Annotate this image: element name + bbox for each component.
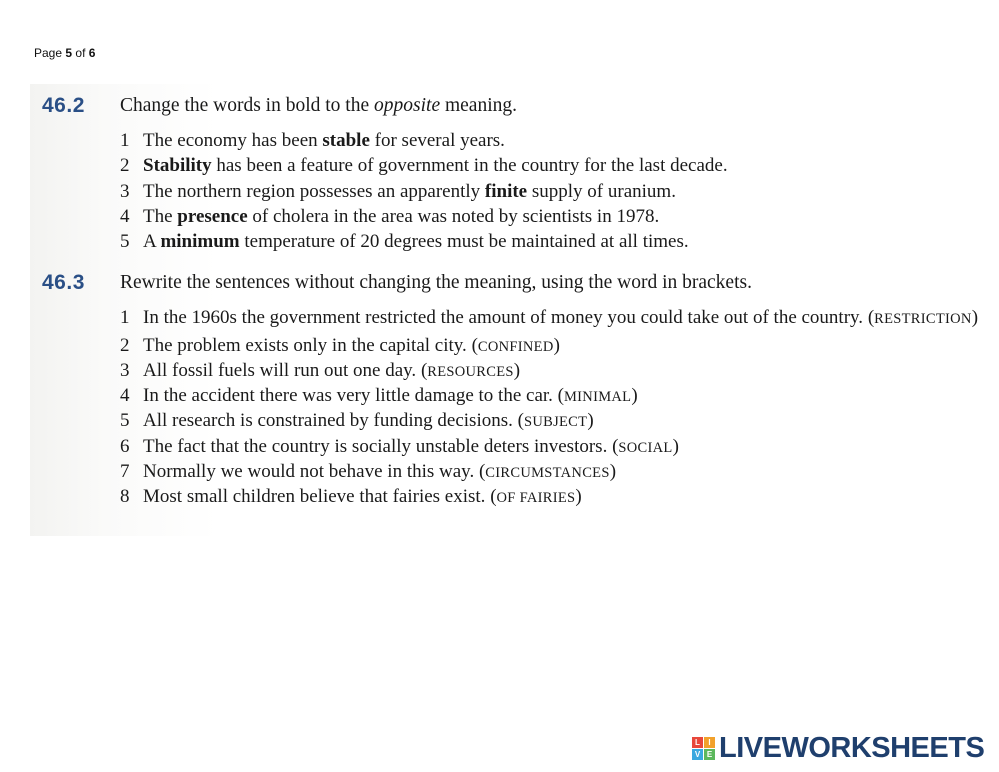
list-item: 5 All research is constrained by funding decisions. (SUBJECT): [120, 408, 983, 433]
item-text: of cholera in the area was noted by scientists in 1978.: [247, 205, 660, 227]
item-text: In the accident there was very little damage to the car.: [143, 385, 553, 407]
item-number: 4: [120, 385, 130, 407]
exercise-items: [120, 305, 983, 510]
total-pages: 6: [88, 46, 96, 60]
logo-mark-icon: [692, 737, 715, 760]
bracket-keyword: RESTRICTION: [874, 311, 972, 327]
item-text: supply of uranium.: [527, 180, 676, 202]
bold-word: finite: [484, 180, 528, 202]
instruction-text: meaning.: [440, 95, 518, 116]
item-number: 1: [120, 307, 130, 328]
bracket-keyword: CIRCUMSTANCES: [485, 464, 610, 481]
item-text: The economy has been: [143, 130, 323, 151]
bold-word: presence: [177, 205, 248, 227]
item-text: All research is constrained by funding decisions.: [143, 410, 513, 432]
item-number: 1: [120, 130, 130, 151]
logo-letter-v: V: [692, 749, 703, 760]
current-page: 5: [65, 46, 73, 60]
item-text: temperature of 20 degrees must be maintained at all times.: [239, 231, 689, 253]
list-item: 1 In the 1960s the government restricted the amount of money you could take out of the country. (RESTRICTION): [120, 305, 983, 333]
list-item: [120, 179, 728, 204]
item-number: 3: [120, 359, 130, 381]
item-text: The northern region possesses an apparently: [143, 180, 485, 202]
page-label: Page: [34, 46, 63, 60]
item-number: 7: [120, 460, 130, 482]
item-number: 3: [120, 180, 130, 202]
item-text: The fact that the country is socially unstable deters investors.: [143, 435, 608, 457]
liveworksheets-logo: [692, 733, 984, 763]
exercise-instruction: [120, 95, 517, 117]
list-item: 7 Normally we would not behave in this way. (CIRCUMSTANCES): [120, 459, 983, 484]
item-text: has been a feature of government in the country for the last decade.: [211, 155, 728, 177]
item-text: for several years.: [369, 130, 505, 151]
exercise-number: 46.2: [42, 94, 85, 117]
brand-name: LIVEWORKSHEETS: [719, 731, 985, 764]
item-number: 8: [120, 486, 130, 508]
exercise-number: 46.3: [42, 271, 85, 294]
bold-word: minimum: [160, 231, 240, 253]
list-item: [120, 204, 728, 229]
list-item: [120, 153, 728, 178]
list-item: 8 Most small children believe that fairies exist. (OF FAIRIES): [120, 484, 983, 509]
item-text: All fossil fuels will run out one day.: [143, 359, 417, 381]
item-number: 5: [120, 231, 130, 253]
item-text: The: [143, 205, 178, 227]
bracket-keyword: MINIMAL: [563, 389, 632, 406]
list-item: [120, 128, 728, 153]
item-text: A: [143, 231, 161, 253]
instruction-emphasis: opposite: [374, 95, 441, 116]
list-item: 4 In the accident there was very little damage to the car. (MINIMAL): [120, 383, 983, 408]
item-text: Normally we would not behave in this way.: [143, 460, 475, 482]
bold-word: stable: [322, 130, 370, 151]
instruction-text: Change the words in bold to the: [120, 95, 375, 116]
item-text: In the 1960s the government restricted the amount of money you could take out of the country.: [143, 307, 864, 328]
logo-letter-i: I: [704, 737, 715, 748]
list-item: [120, 229, 728, 254]
exercise-instruction: Rewrite the sentences without changing the meaning, using the word in brackets.: [120, 272, 752, 293]
bracket-keyword: OF FAIRIES: [496, 490, 576, 507]
bracket-keyword: CONFINED: [477, 338, 554, 355]
item-text: Most small children believe that fairies exist.: [143, 486, 486, 508]
bracket-keyword: SUBJECT: [523, 414, 588, 431]
item-text: The problem exists only in the capital city.: [143, 334, 467, 356]
item-number: 6: [120, 435, 130, 457]
list-item: 2 The problem exists only in the capital city. (CONFINED): [120, 333, 983, 358]
item-number: 2: [120, 155, 130, 177]
list-item: 6 The fact that the country is socially unstable deters investors. (SOCIAL): [120, 434, 983, 459]
item-number: 5: [120, 410, 130, 432]
list-item: 3 All fossil fuels will run out one day. (RESOURCES): [120, 358, 983, 383]
page-indicator: [34, 46, 95, 60]
logo-letter-l: L: [692, 737, 703, 748]
exercise-items: [120, 128, 728, 254]
bracket-keyword: SOCIAL: [618, 439, 673, 456]
bracket-keyword: RESOURCES: [427, 363, 514, 380]
item-number: 4: [120, 205, 130, 227]
logo-letter-e: E: [704, 749, 715, 760]
item-number: 2: [120, 334, 130, 356]
bold-word: Stability: [143, 155, 212, 177]
of-label: of: [75, 46, 86, 60]
